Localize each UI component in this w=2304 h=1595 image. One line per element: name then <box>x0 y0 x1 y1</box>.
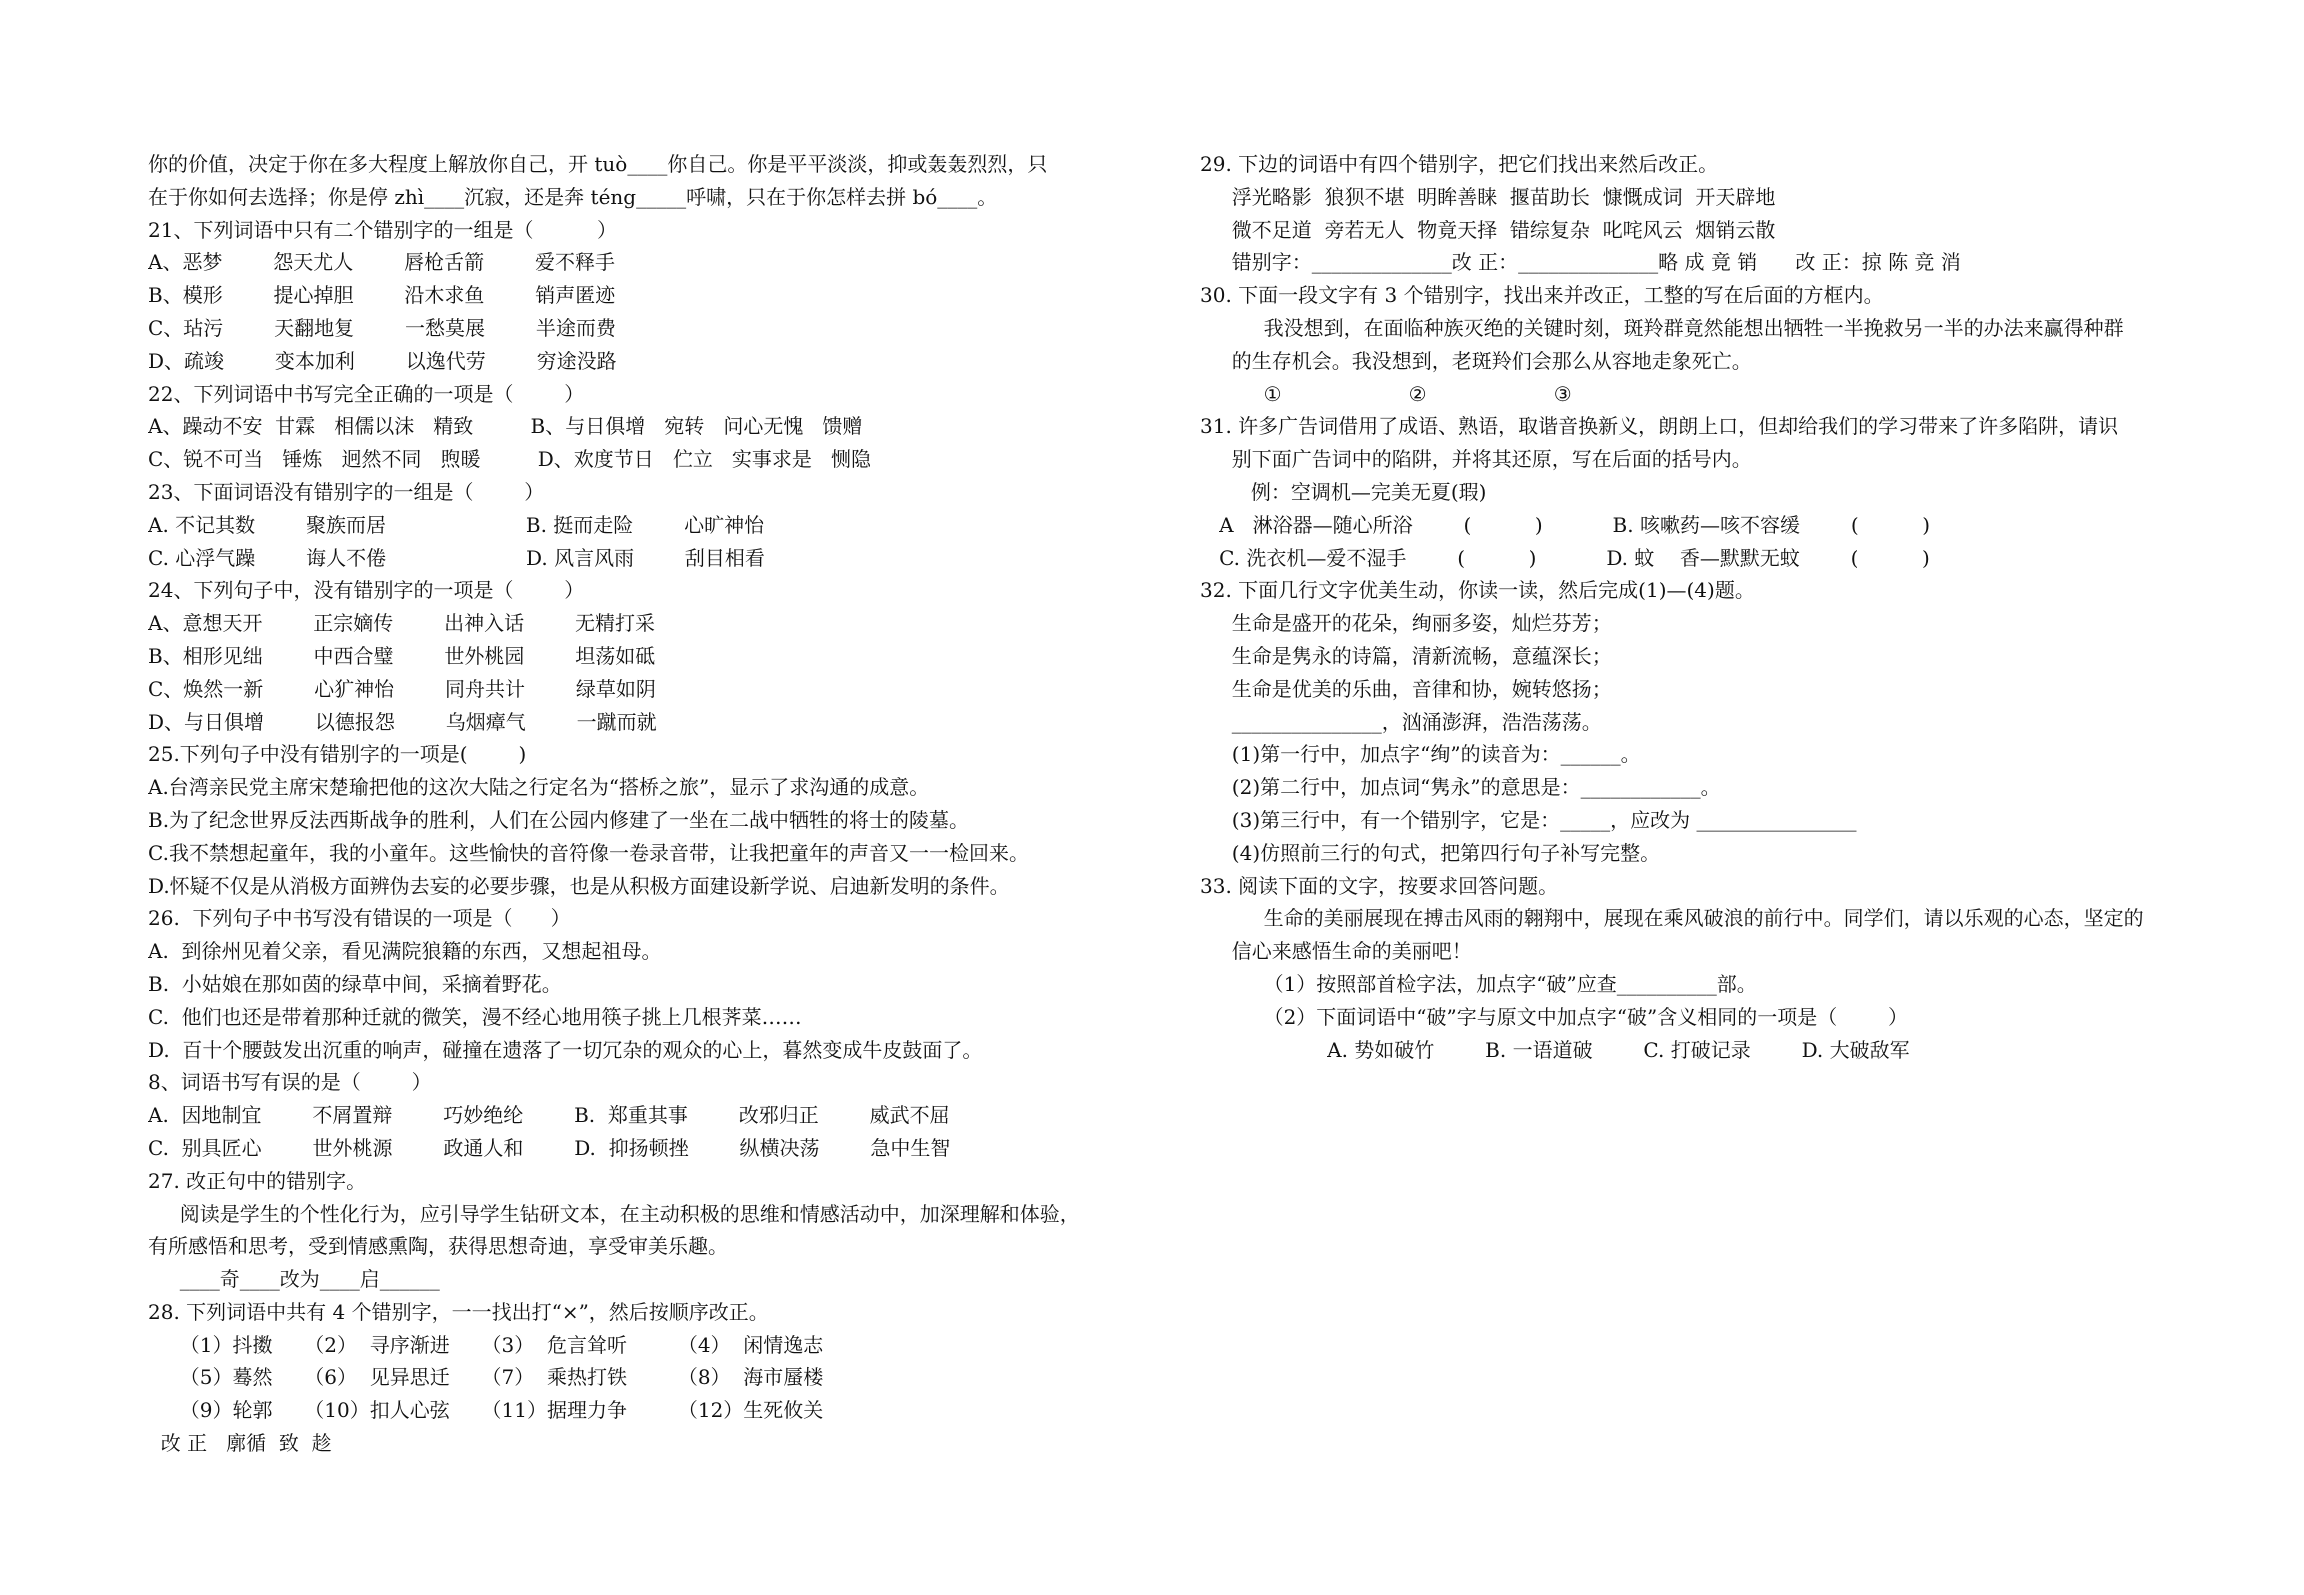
left-line: D、与日俱增 以德报怨 乌烟瘴气 一蹴而就 <box>148 709 657 734</box>
left-line: 有所感悟和思考，受到情感熏陶，获得思想奇迪，享受审美乐趣。 <box>148 1234 728 1259</box>
right-column <box>1200 148 2210 1066</box>
left-line: C.我不禁想起童年，我的小童年。这些愉快的音符像一卷录音带，让我把童年的声音又一一检回来。 <box>148 840 1029 865</box>
right-line: 29. 下边的词语中有四个错别字，把它们找出来然后改正。 <box>1200 152 1719 176</box>
right-line: 31. 许多广告词借用了成语、熟语，取谐音换新义，朗朗上口，但却给我们的学习带来了许多陷阱，请识 <box>1200 414 2119 439</box>
left-line: 24、下列句子中，没有错别字的一项是（ ） <box>148 578 585 603</box>
left-line: 25.下列句子中没有错别字的一项是( ) <box>148 742 527 767</box>
right-line: 我没想到，在面临种族灭绝的关键时刻，斑羚群竟然能想出牺牲一半挽救另一半的办法来赢得种群 <box>1200 315 2124 340</box>
right-line: 错别字：______________改 正：______________略 成 竟 销 改 正：掠 陈 竞 消 <box>1200 250 1961 275</box>
right-line: （2）下面词语中“破”字与原文中加点字“破”含义相同的一项是（ ） <box>1200 1004 1909 1029</box>
left-line: A. 到徐州见着父亲，看见满院狼籍的东西，又想起祖母。 <box>148 939 662 964</box>
left-line: C、焕然一新 心犷神怡 同舟共计 绿草如阴 <box>148 676 656 701</box>
left-line: C、锐不可当 锤炼 迥然不同 煦暖 D、欢度节日 伫立 实事求是 恻隐 <box>148 447 871 472</box>
right-line: A. 势如破竹 B. 一语道破 C. 打破记录 D. 大破敌军 <box>1200 1037 1910 1062</box>
right-line: 的生存机会。我没想到，老斑羚们会那么从容地走象死亡。 <box>1200 348 1752 373</box>
right-line: 别下面广告词中的陷阱，并将其还原，写在后面的括号内。 <box>1200 447 1752 472</box>
left-line: 阅读是学生的个性化行为，应引导学生钻研文本，在主动积极的思维和情感活动中，加深理解和体验， <box>148 1201 1080 1226</box>
left-line: 28. 下列词语中共有 4 个错别字，一一找出打“×”，然后按顺序改正。 <box>148 1299 769 1324</box>
right-line: 生命是优美的乐曲，音律和协，婉转悠扬； <box>1200 676 1612 701</box>
left-line: D、疏竣 变本加利 以逸代劳 穷途没路 <box>148 348 617 373</box>
right-line: 微不足道 旁若无人 物竟天择 错综复杂 叱咤风云 烟销云散 <box>1200 217 1776 242</box>
left-line: C、玷污 天翻地复 一愁莫展 半途而费 <box>148 315 616 340</box>
left-line: B、相形见绌 中西合璧 世外桃园 坦荡如砥 <box>148 643 656 668</box>
left-line: A. 不记其数 聚族而居 B. 挺而走险 心旷神怡 <box>148 512 765 537</box>
right-line: 例：空调机—完美无夏(瑕) <box>1200 479 1487 504</box>
left-line: （5）蓦然 （6） 见异思迁 （7） 乘热打铁 （8） 海市蜃楼 <box>148 1365 824 1390</box>
left-line: A. 因地制宜 不屑置辩 巧妙绝纶 B. 郑重其事 改邪归正 威武不屈 <box>148 1103 950 1128</box>
right-line: (2)第二行中，加点词“隽永”的意思是：____________。 <box>1200 775 1721 800</box>
left-line: 22、下列词语中书写完全正确的一项是（ ） <box>148 381 585 406</box>
left-line: B、模形 提心掉胆 沿木求鱼 销声匿迹 <box>148 283 616 308</box>
left-line: D. 百十个腰鼓发出沉重的响声，碰撞在遗落了一切冗杂的观众的心上，暮然变成牛皮鼓面了。 <box>148 1037 983 1062</box>
left-line: C. 他们也还是带着那种迁就的微笑，漫不经心地用筷子挑上几根荠菜…… <box>148 1004 802 1029</box>
left-line: 8、词语书写有误的是（ ） <box>148 1070 432 1095</box>
left-line: A、意想天开 正宗嫡传 出神入话 无精打采 <box>148 611 656 636</box>
left-line: ____奇____改为____启______ <box>148 1267 440 1292</box>
left-line: （9）轮郭 （10）扣人心弦 （11）据理力争 （12）生死攸关 <box>148 1398 824 1423</box>
right-line: 信心来感悟生命的美丽吧！ <box>1200 939 1472 964</box>
right-line: 30. 下面一段文字有 3 个错别字，找出来并改正，工整的写在后面的方框内。 <box>1200 283 1884 308</box>
left-line: 21、下列词语中只有二个错别字的一组是（ ） <box>148 217 618 242</box>
right-line: 生命是盛开的花朵，绚丽多姿，灿烂芬芳； <box>1200 611 1612 636</box>
left-line: D.怀疑不仅是从消极方面辨伪去妄的必要步骤，也是从积极方面建设新学说、启迪新发明的条件。 <box>148 873 1010 898</box>
right-line: 33. 阅读下面的文字，按要求回答问题。 <box>1200 873 1559 898</box>
right-line: 生命的美丽展现在搏击风雨的翱翔中，展现在乘风破浪的前行中。同学们，请以乐观的心态，坚定的 <box>1200 906 2144 931</box>
left-line: 改 正 廓循 致 趁 <box>148 1431 332 1456</box>
right-line: A 淋浴器—随心所浴 ( ) B. 咳嗽药—咳不容缓 ( ) <box>1200 512 1931 537</box>
right-line: 生命是隽永的诗篇，清新流畅，意蕴深长； <box>1200 643 1612 668</box>
right-line: (1)第一行中，加点字“绚”的读音为：______。 <box>1200 742 1641 767</box>
left-line: A、躁动不安 甘霖 相儒以沫 精致 B、与日俱增 宛转 问心无愧 馈赠 <box>148 414 863 439</box>
left-line: 26. 下列句子中书写没有错误的一项是（ ） <box>148 906 571 931</box>
left-line: 27. 改正句中的错别字。 <box>148 1168 367 1193</box>
right-line: ① ② ③ <box>1200 381 1572 406</box>
left-line: B. 小姑娘在那如茵的绿草中间，采摘着野花。 <box>148 971 562 996</box>
right-line: 浮光略影 狼狈不堪 明眸善睐 揠苗助长 慷慨成词 开天辟地 <box>1200 184 1776 209</box>
left-line: C. 心浮气躁 诲人不倦 D. 风言风雨 刮目相看 <box>148 545 765 570</box>
left-line: 你的价值，决定于你在多大程度上解放你自己，开 tuò____你自己。你是平平淡淡，抑或轰轰烈烈，只 <box>148 152 1048 176</box>
right-line: C. 洗衣机—爱不湿手 ( ) D. 蚊 香—默默无蚊 ( ) <box>1200 545 1930 570</box>
right-line: （1）按照部首检字法，加点字“破”应查__________部。 <box>1200 971 1757 996</box>
left-line: （1）抖擞 （2） 寻序渐进 （3） 危言耸听 （4） 闲情逸志 <box>148 1332 824 1357</box>
left-line: 在于你如何去选择；你是停 zhì____沉寂，还是奔 téng_____呼啸，只在于你怎样去拼 bó____。 <box>148 184 998 209</box>
left-line: 23、下面词语没有错别字的一组是（ ） <box>148 479 545 504</box>
right-line: (3)第三行中，有一个错别字，它是：_____，应改为 ________________ <box>1200 807 1857 832</box>
right-line: _______________，汹涌澎湃，浩浩荡荡。 <box>1200 709 1602 734</box>
left-line: B.为了纪念世界反法西斯战争的胜利，人们在公园内修建了一坐在二战中牺牲的将士的陵墓。 <box>148 807 970 832</box>
left-line: C. 别具匠心 世外桃源 政通人和 D. 抑扬顿挫 纵横决荡 急中生智 <box>148 1135 951 1160</box>
left-line: A.台湾亲民党主席宋楚瑜把他的这次大陆之行定名为“搭桥之旅”，显示了求沟通的成意。 <box>148 775 930 800</box>
left-column <box>148 148 1168 1460</box>
left-line: A、恶梦 怨天尤人 唇枪舌箭 爱不释手 <box>148 250 616 275</box>
right-line: 32. 下面几行文字优美生动，你读一读，然后完成(1)—(4)题。 <box>1200 578 1755 603</box>
right-line: (4)仿照前三行的句式，把第四行句子补写完整。 <box>1200 840 1661 865</box>
